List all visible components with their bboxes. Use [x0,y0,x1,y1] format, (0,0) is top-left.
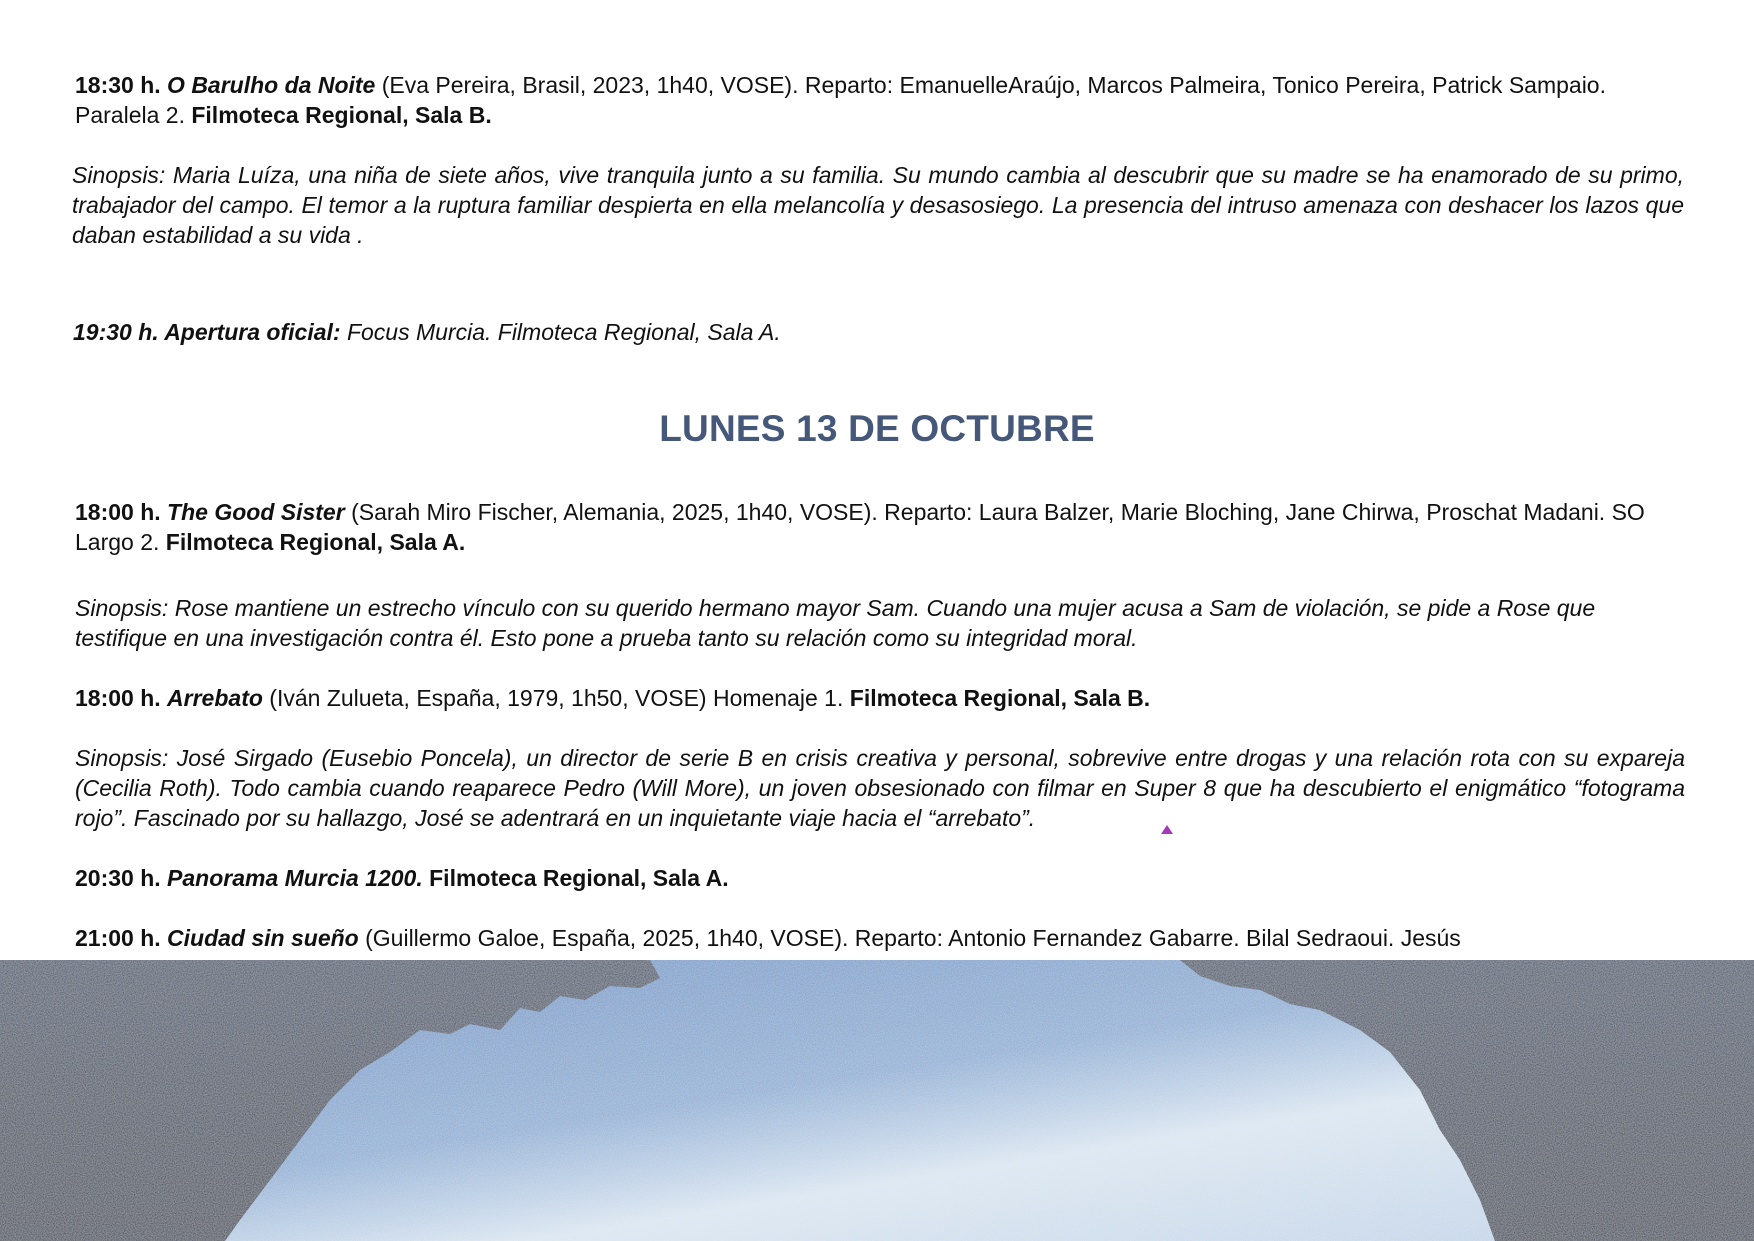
screening-time: 18:30 h. [75,72,161,98]
screening-time: 21:00 h. [75,925,161,951]
event-time-title: 19:30 h. Apertura oficial: [73,319,341,345]
screening-time: 20:30 h. [75,865,161,891]
mountain-photo [0,960,1754,1241]
screening-entry [75,863,1685,893]
day-heading: LUNES 13 DE OCTUBRE [659,408,1095,449]
film-title: Panorama Murcia 1200. [167,865,423,891]
screening-entry [73,317,1683,347]
synopsis: Sinopsis: Maria Luíza, una niña de siete años, vive tranquila junto a su familia. Su mundo cambia al descubrir que su madre se ha enamorado de su primo, trabajador del campo. El temor a la ruptura familiar despierta en ella melancolía y desasosiego. La presencia del intruso amenaza con deshacer los lazos que daban estabilidad a su vida . [72,162,1684,248]
film-title: Arrebato [167,685,263,711]
screening-entry [75,683,1685,713]
film-details: (Sarah Miro Fischer, Alemania, 2025, 1h40, VOSE). Reparto: Laura Balzer, Marie Bloching, Jane Chirwa, Proschat Madani. SO Largo 2. [75,499,1645,555]
screening-entry [75,70,1685,130]
cursor-marker-icon [1161,825,1173,834]
synopsis: Sinopsis: Rose mantiene un estrecho vínculo con su querido hermano mayor Sam. Cuando una mujer acusa a Sam de violación, se pide a Rose que testifique en una investigación contra él. Esto pone a prueba tanto su relación como su integridad moral. [75,595,1596,651]
film-details: (Eva Pereira, Brasil, 2023, 1h40, VOSE). Reparto: EmanuelleAraújo, Marcos Palmeira, Tonico Pereira, Patrick Sampaio. Paralela 2. [75,72,1606,128]
synopsis: Sinopsis: José Sirgado (Eusebio Poncela), un director de serie B en crisis creativa y personal, sobrevive entre drogas y una relación rota con su expareja (Cecilia Roth). Todo cambia cuando reaparece Pedro (Will More), un joven obsesionado con filmar en Super 8 que ha descubierto el enigmático “fotograma rojo”. Fascinado por su hallazgo, José se adentrará en un inquietante viaje hacia el “arrebato”. [75,745,1685,831]
film-details: (Iván Zulueta, España, 1979, 1h50, VOSE) Homenaje 1. [269,685,844,711]
film-details: (Guillermo Galoe, España, 2025, 1h40, VOSE). Reparto: Antonio Fernandez Gabarre. Bilal Sedraoui. Jesús [365,925,1461,951]
screening-time: 18:00 h. [75,685,161,711]
venue: Filmoteca Regional, Sala A. [429,865,729,891]
venue: Filmoteca Regional, Sala B. [191,102,492,128]
venue: Filmoteca Regional, Sala A. [165,529,466,555]
film-title: O Barulho da Noite [167,72,376,98]
venue: Filmoteca Regional, Sala B. [849,685,1151,711]
screening-entry [75,497,1685,557]
screening-time: 18:00 h. [75,499,161,525]
event-details: Focus Murcia. Filmoteca Regional, Sala A. [346,319,781,345]
screening-entry [75,923,1685,953]
film-title: The Good Sister [167,499,345,525]
film-title: Ciudad sin sueño [167,925,359,951]
